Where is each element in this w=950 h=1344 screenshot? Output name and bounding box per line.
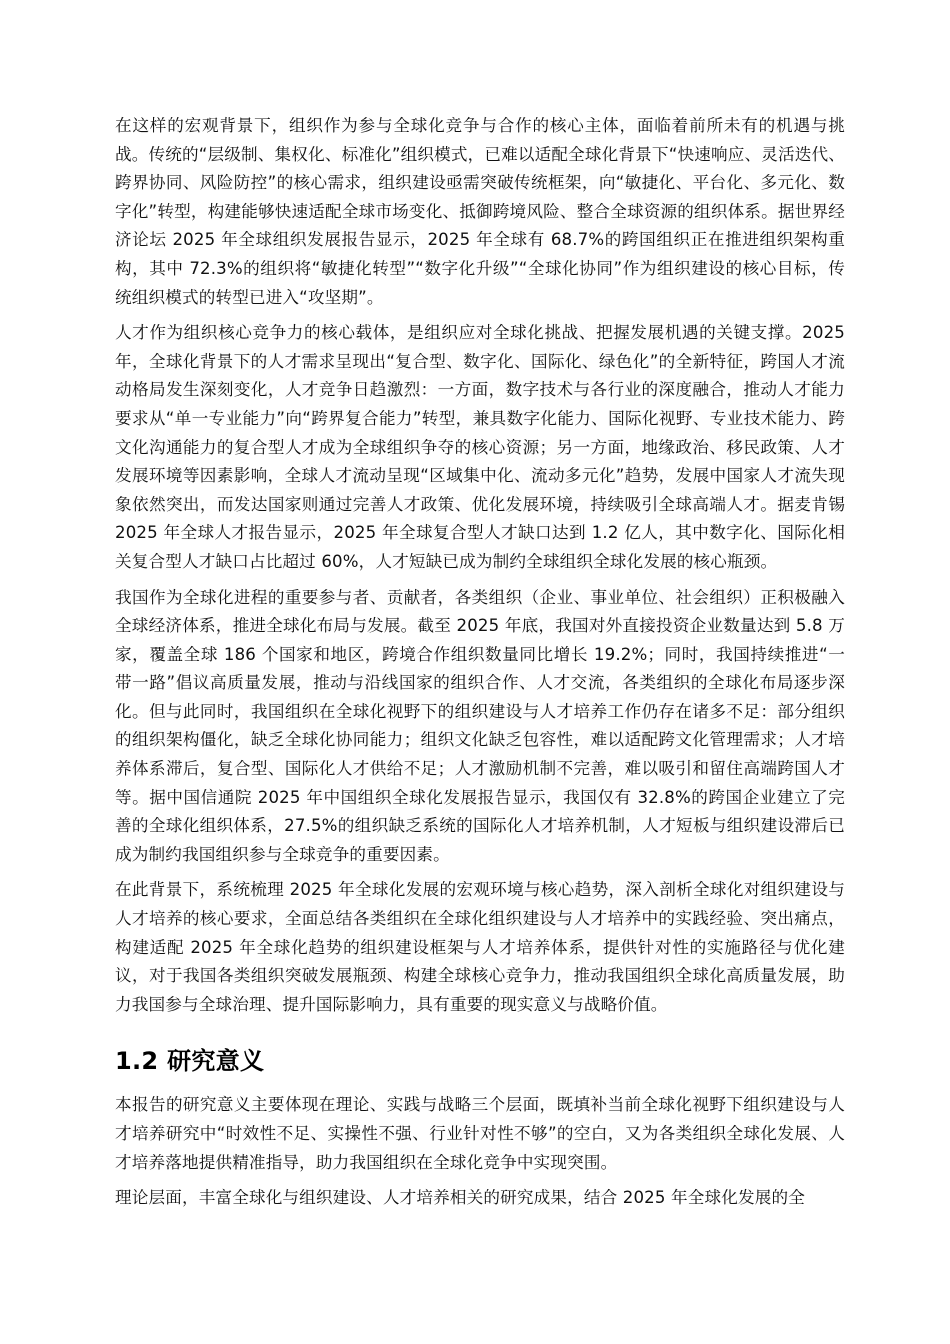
body-paragraph-6: 理论层面，丰富全球化与组织建设、人才培养相关的研究成果，结合 2025 年全球化发展的全: [115, 1188, 805, 1208]
section-heading: 1.2 研究意义: [115, 1047, 265, 1076]
body-paragraph-5: 本报告的研究意义主要体现在理论、实践与战略三个层面，既填补当前全球化视野下组织建设与人才培养研究中“时效性不足、实操性不强、行业针对性不够”的空白，又为各类组织全球化发展、人才培养落地提供精准指导，助力我国组织在全球化竞争中实现突围。: [115, 1095, 845, 1172]
body-paragraph-3: 我国作为全球化进程的重要参与者、贡献者，各类组织（企业、事业单位、社会组织）正积极融入全球经济体系，推进全球化布局与发展。截至 2025 年底，我国对外直接投资企业数量达到 5.8 万家，覆盖全球 186 个国家和地区，跨境合作组织数量同比增长 19.2%；同时，我国持续推进“一带一路”倡议高质量发展，推动与沿线国家的组织合作、人才交流，各类组织的全球化布局逐步深化。但与此同时，我国组织在全球化视野下的组织建设与人才培养工作仍存在诸多不足：部分组织的组织架构僵化，缺乏全球化协同能力；组织文化缺乏包容性，难以适配跨文化管理需求；人才培养体系滞后，复合型、国际化人才供给不足；人才激励机制不完善，难以吸引和留住高端跨国人才等。据中国信通院 2025 年中国组织全球化发展报告显示，我国仅有 32.8%的跨国企业建立了完善的全球化组织体系，27.5%的组织缺乏系统的国际化人才培养机制，人才短板与组织建设滞后已成为制约我国组织参与全球竞争的重要因素。: [115, 587, 845, 864]
document-page: [115, 112, 845, 1213]
body-paragraph-4: 在此背景下，系统梳理 2025 年全球化发展的宏观环境与核心趋势，深入剖析全球化对组织建设与人才培养的核心要求，全面总结各类组织在全球化组织建设与人才培养中的实践经验、突出痛点，构建适配 2025 年全球化趋势的组织建设框架与人才培养体系，提供针对性的实施路径与优化建议，对于我国各类组织突破发展瓶颈、构建全球核心竞争力，推动我国组织全球化高质量发展，助力我国参与全球治理、提升国际影响力，具有重要的现实意义与战略价值。: [115, 880, 845, 1014]
body-paragraph-2: 人才作为组织核心竞争力的核心载体，是组织应对全球化挑战、把握发展机遇的关键支撑。2025 年，全球化背景下的人才需求呈现出“复合型、数字化、国际化、绿色化”的全新特征，跨国人才流动格局发生深刻变化，人才竞争日趋激烈：一方面，数字技术与各行业的深度融合，推动人才能力要求从“单一专业能力”向“跨界复合能力”转型，兼具数字化能力、国际化视野、专业技术能力、跨文化沟通能力的复合型人才成为全球组织争夺的核心资源；另一方面，地缘政治、移民政策、人才发展环境等因素影响，全球人才流动呈现“区域集中化、流动多元化”趋势，发展中国家人才流失现象依然突出，而发达国家则通过完善人才政策、优化发展环境，持续吸引全球高端人才。据麦肯锡 2025 年全球人才报告显示，2025 年全球复合型人才缺口达到 1.2 亿人，其中数字化、国际化相关复合型人才缺口占比超过 60%，人才短缺已成为制约全球组织全球化发展的核心瓶颈。: [115, 323, 845, 571]
body-paragraph-1: 在这样的宏观背景下，组织作为参与全球化竞争与合作的核心主体，面临着前所未有的机遇与挑战。传统的“层级制、集权化、标准化”组织模式，已难以适配全球化背景下“快速响应、灵活迭代、跨界协同、风险防控”的核心需求，组织建设亟需突破传统框架，向“敏捷化、平台化、多元化、数字化”转型，构建能够快速适配全球市场变化、抵御跨境风险、整合全球资源的组织体系。据世界经济论坛 2025 年全球组织发展报告显示，2025 年全球有 68.7%的跨国组织正在推进组织架构重构，其中 72.3%的组织将“敏捷化转型”“数字化升级”“全球化协同”作为组织建设的核心目标，传统组织模式的转型已进入“攻坚期”。: [115, 116, 845, 307]
